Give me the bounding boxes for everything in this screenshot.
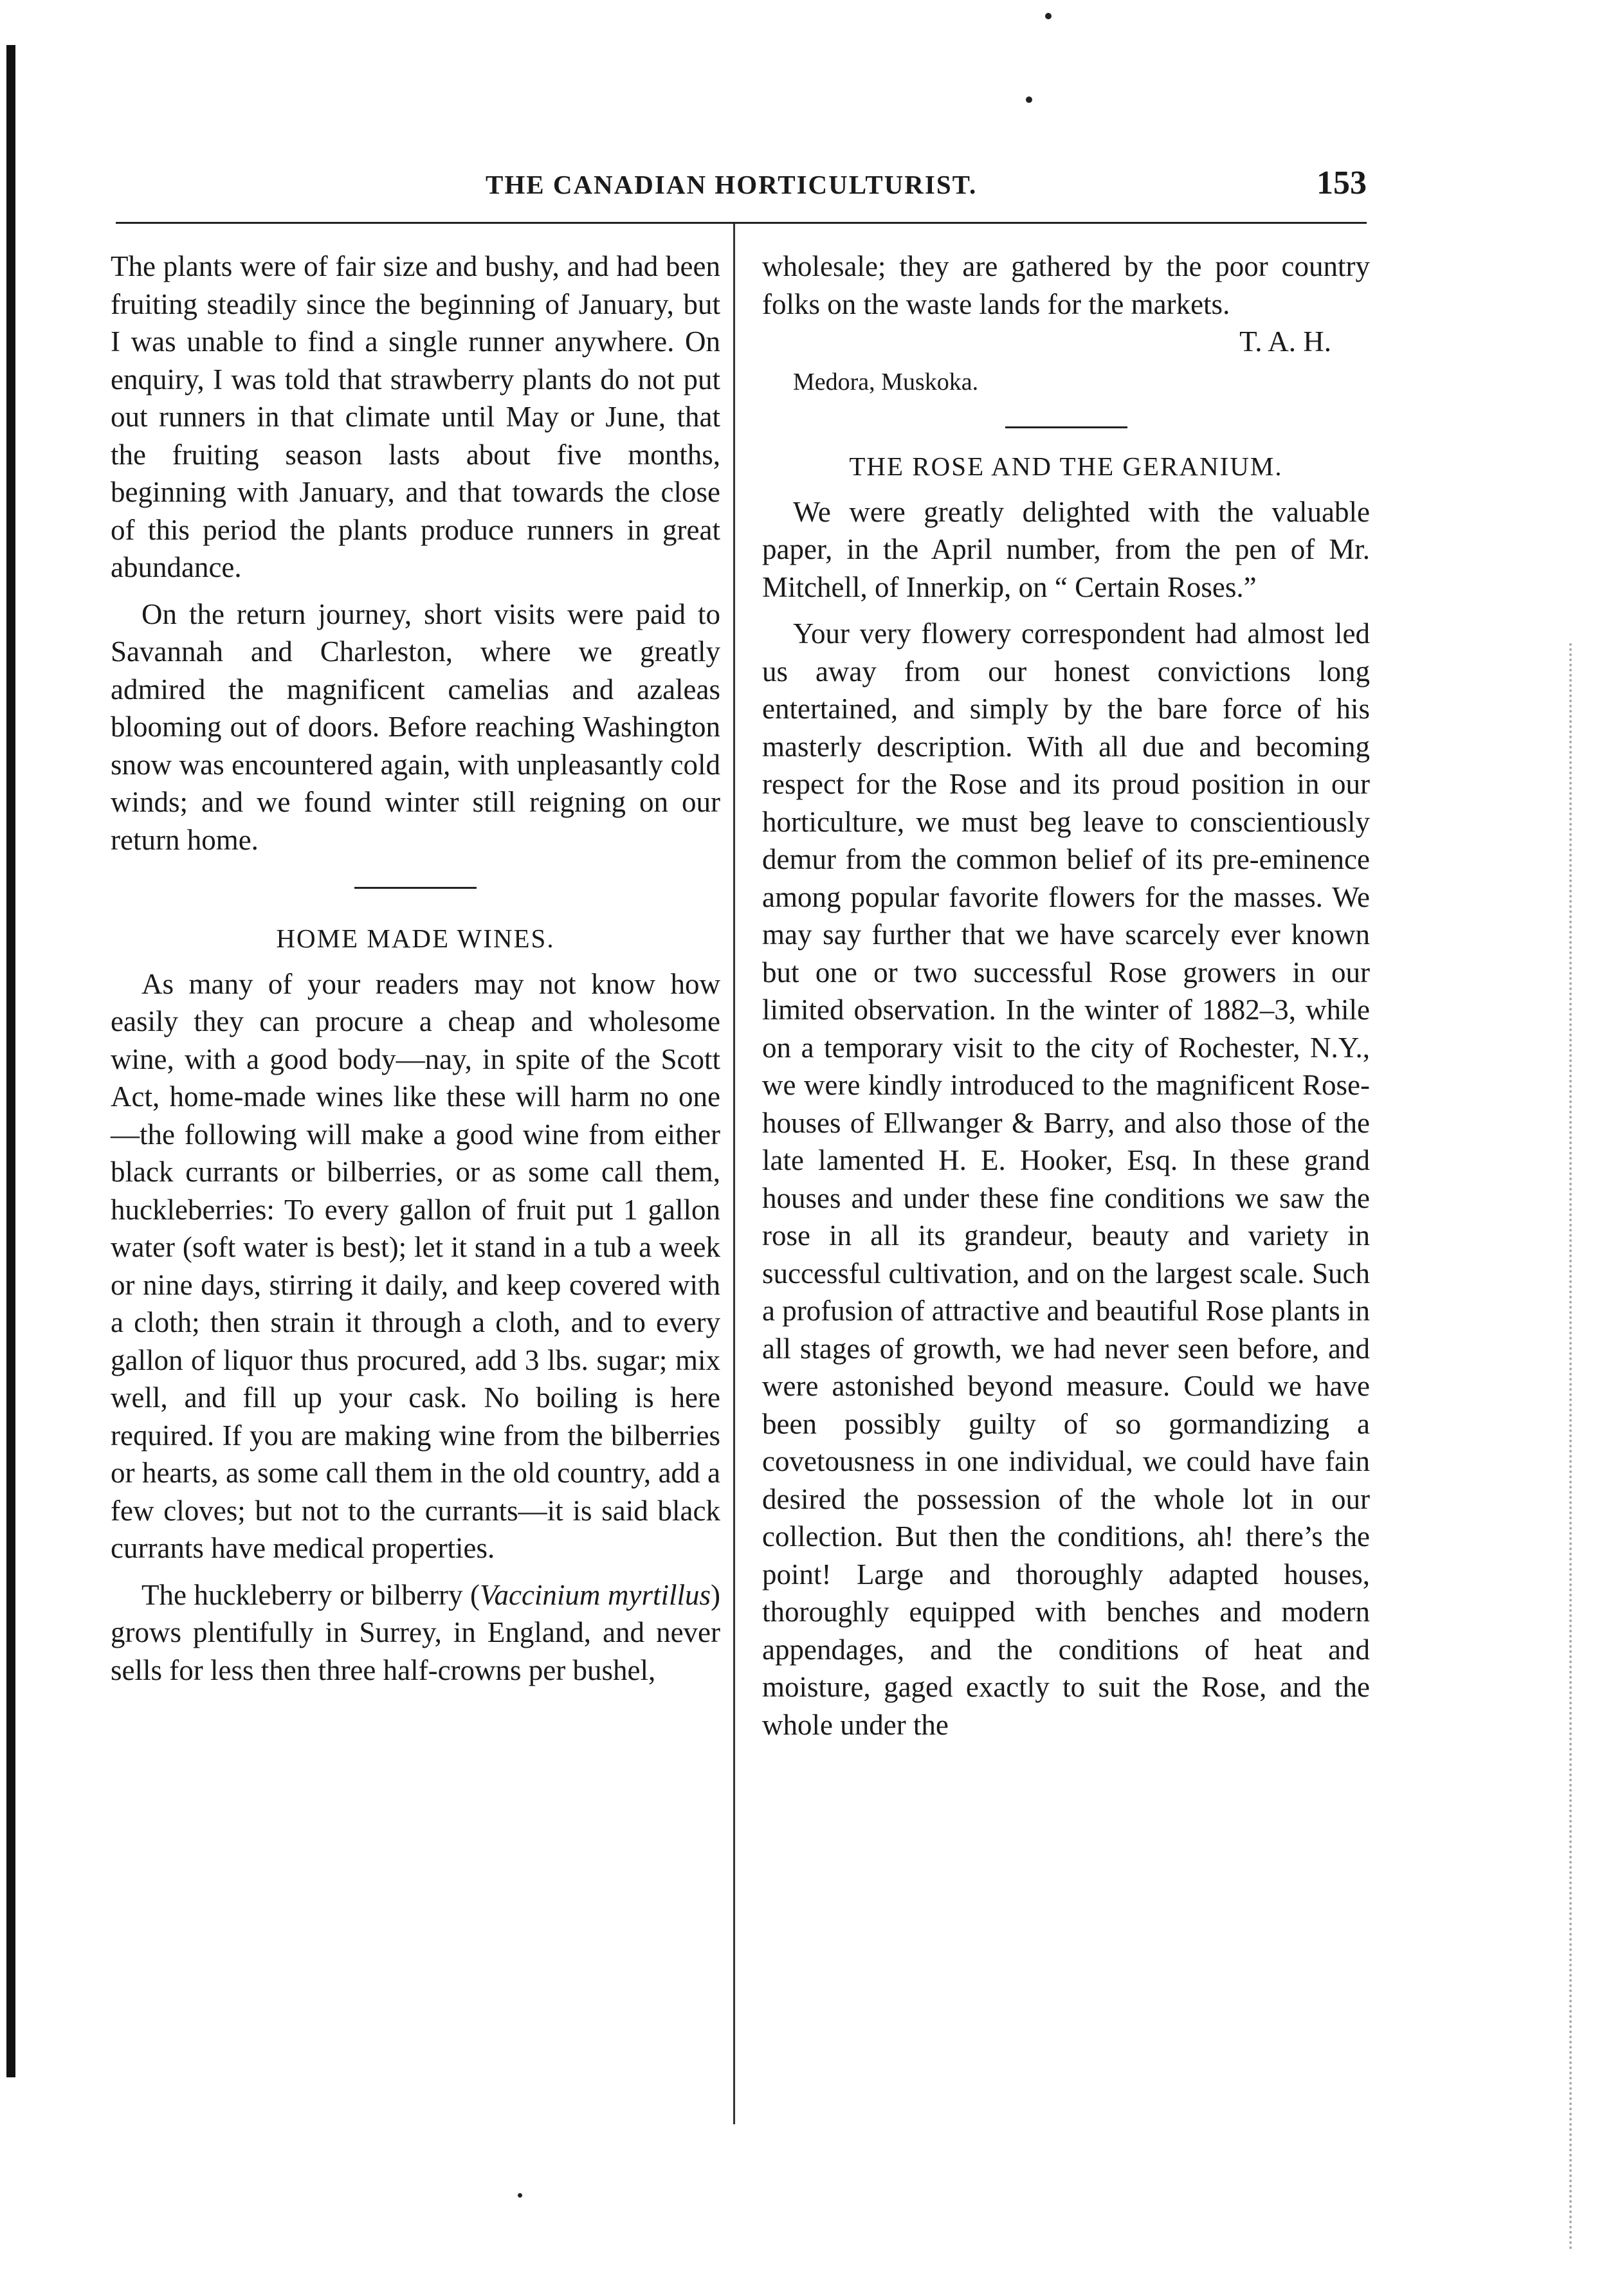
left-column	[111, 248, 720, 1689]
author-place: Medora, Muskoka.	[793, 368, 979, 396]
heading-rose-and-geranium: THE ROSE AND THE GERANIUM.	[849, 451, 1283, 481]
ink-speck	[1026, 96, 1032, 103]
huckleberry-text-end: ) grows plentifully in Surrey, in England, and never sells for less then three half-crowns per bushel,	[111, 1578, 720, 1686]
huckleberry-text-start: The huckleberry or bilberry (	[141, 1578, 480, 1611]
paragraph-strawberry-runners: The plants were of fair size and bushy, and had been fruiting steadily since the beginning of January, but I was unable to find a single runner anywhere. On enquiry, I was told that strawberry plants do not put out runners in that climate until May or June, that the fruiting season lasts about five months, beginning with January, and that towards the close of this period the plants produce runners in great abundance.	[111, 250, 720, 583]
binding-edge-shadow	[6, 45, 15, 2077]
section-rule	[354, 887, 477, 889]
header-rule	[116, 222, 1367, 224]
latin-name: Vaccinium myrtillus	[479, 1578, 711, 1611]
paragraph-wine-recipe: As many of your readers may not know how easily they can procure a cheap and wholesome wine, with a good body—nay, in spite of the Scott Act, home-made wines like these will harm no one—the following will make a good wine from either black currants or bilberries, or as some call them, huckleberries: To every gallon of fruit put 1 gallon water (soft water is best); let it stand in a tub a week or nine days, stirring it daily, and keep covered with a cloth; then strain it through a cloth, and to every gallon of liquor thus procured, add 3 lbs. sugar; mix well, and fill up your cask. No boiling is here required. If you are making wine from the bilberries or hearts, as some call them in the old country, add a few cloves; but not to the currants—it is said black currants have medical properties.	[111, 967, 720, 1564]
page-edge-noise	[1569, 643, 1591, 2251]
column-divider	[733, 224, 735, 2124]
paragraph-april-paper: We were greatly delighted with the valuable paper, in the April number, from the pen of Mr. Mitchell, of Innerkip, on “ Certain Roses.”	[762, 495, 1370, 603]
paragraph-wholesale	[762, 248, 1370, 323]
page-number: 153	[1317, 165, 1367, 201]
heading-home-made-wines: HOME MADE WINES.	[276, 924, 555, 953]
section-rule	[1005, 426, 1127, 428]
paragraph-huckleberry	[111, 1576, 720, 1690]
paragraph-rose-growers: Your very flowery correspondent had almost led us away from our honest convictions long entertained, and simply by the bare force of his masterly description. With all due and becoming respect for the Rose and its proud position in our horticulture, we must beg leave to conscientiously demur from the common belief of its pre-eminence among popular favorite flowers for the masses. We may say further that we have scarcely ever known but one or two successful Rose growers in our limited observation. In the winter of 1882–3, while on a temporary visit to the city of Rochester, N.Y., we were kindly introduced to the magnificent Rose-houses of Ellwanger & Barry, and also those of the late lamented H. E. Hooker, Esq. In these grand houses and under these fine conditions we saw the rose in all its grandeur, beauty and variety in successful cultivation, and on the largest scale. Such a profusion of attractive and beautiful Rose plants in all stages of growth, we had never seen before, and were astonished beyond measure. Could we have been possibly guilty of so gormandizing a covetousness in one individual, we could have fain desired the possession of the whole lot in our collection. But then the conditions, ah! there’s the point! Large and thoroughly adapted houses, thoroughly equipped with benches and modern appendages, and the conditions of heat and moisture, gaged exactly to suit the Rose, and the whole under the	[762, 617, 1370, 1741]
ink-speck	[1045, 13, 1052, 19]
page-header	[116, 164, 1367, 215]
paragraph-return-journey: On the return journey, short visits were paid to Savannah and Charleston, where we greatly admired the magnificent camelias and azaleas blooming out of doors. Before reaching Washington snow was encountered again, with unpleasantly cold winds; and we found winter still reigning on our return home.	[111, 597, 720, 856]
ink-speck	[518, 2193, 522, 2198]
signature-line	[762, 323, 1370, 361]
running-title: THE CANADIAN HORTICULTURIST.	[486, 170, 978, 199]
wholesale-text: wholesale; they are gathered by the poor country folks on the waste lands for the markets.	[762, 250, 1370, 320]
right-column	[762, 248, 1370, 1744]
author-signature: T. A. H.	[1239, 325, 1331, 358]
